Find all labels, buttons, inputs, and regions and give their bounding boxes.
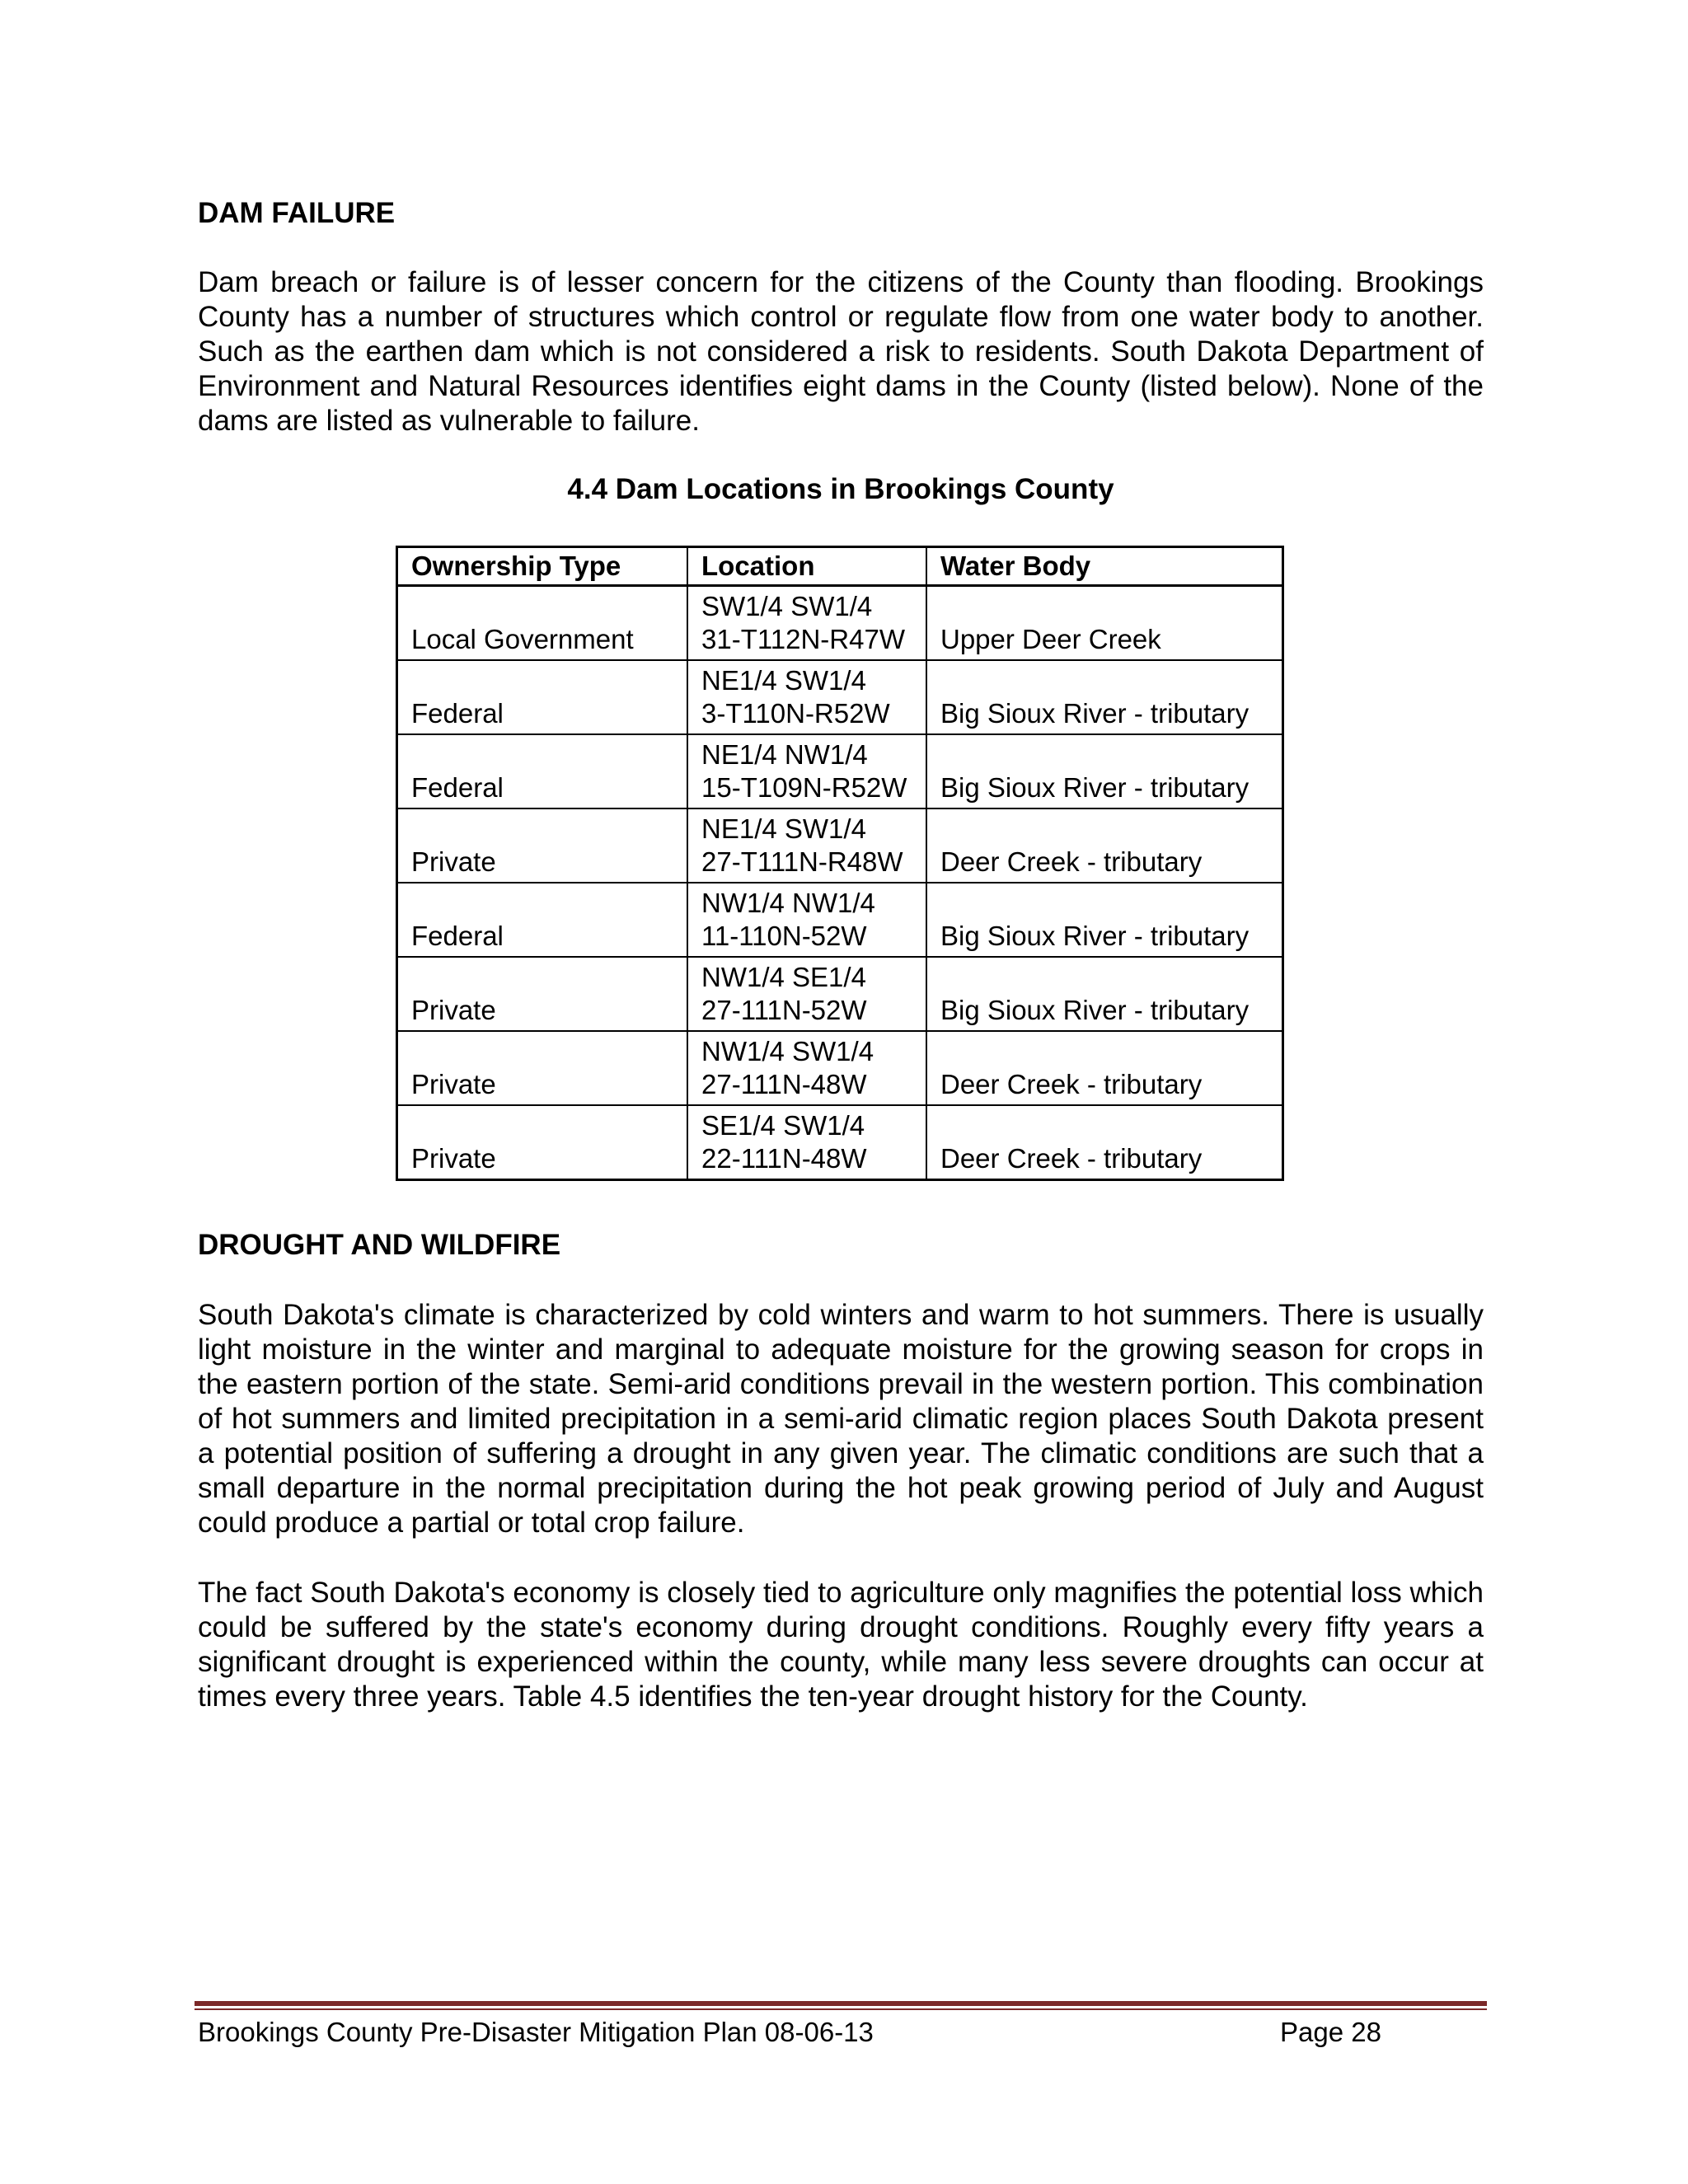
table-caption: 4.4 Dam Locations in Brookings County bbox=[567, 473, 1114, 505]
footer-page-number: Page 28 bbox=[1280, 2017, 1381, 2047]
water-body-cell: Upper Deer Creek bbox=[926, 586, 1283, 661]
table-row bbox=[397, 1031, 1283, 1105]
location-quarter: SW1/4 SW1/4 bbox=[701, 591, 873, 621]
ownership-cell: Federal bbox=[397, 734, 688, 808]
header-water-body: Water Body bbox=[926, 547, 1283, 586]
location-quarter: NW1/4 NW1/4 bbox=[701, 888, 875, 918]
ownership-cell: Private bbox=[397, 1031, 688, 1105]
location-section: 27-111N-48W bbox=[701, 1069, 867, 1099]
location-section: 11-110N-52W bbox=[701, 921, 867, 951]
water-body-cell: Deer Creek - tributary bbox=[926, 808, 1283, 883]
footer-rule bbox=[195, 2001, 1487, 2006]
location-cell bbox=[687, 660, 926, 734]
water-body-cell: Big Sioux River - tributary bbox=[926, 957, 1283, 1031]
location-quarter: NE1/4 SW1/4 bbox=[701, 813, 866, 844]
location-section: 3-T110N-R52W bbox=[701, 698, 890, 729]
location-quarter: NW1/4 SW1/4 bbox=[701, 1036, 874, 1066]
location-cell bbox=[687, 1031, 926, 1105]
table-row bbox=[397, 1105, 1283, 1180]
table-row bbox=[397, 660, 1283, 734]
header-ownership-type: Ownership Type bbox=[397, 547, 688, 586]
location-quarter: NW1/4 SE1/4 bbox=[701, 962, 866, 992]
table-row bbox=[397, 586, 1283, 661]
dam-locations-table bbox=[396, 546, 1284, 1181]
water-body-cell: Big Sioux River - tributary bbox=[926, 883, 1283, 957]
ownership-cell: Federal bbox=[397, 883, 688, 957]
location-quarter: SE1/4 SW1/4 bbox=[701, 1110, 865, 1141]
table-row bbox=[397, 883, 1283, 957]
drought-paragraph-1: South Dakota's climate is characterized by cold winters and warm to hot summers. There is usually light moisture in the winter and marginal to adequate moisture for the growing season for crops in the eastern portion of the state. Semi-arid conditions prevail in the western portion. This combination of hot summers and limited precipitation in a semi-arid climatic region places South Dakota present a potential position of suffering a drought in any given year. The climatic conditions are such that a small departure in the normal precipitation during the hot peak growing period of July and August could produce a partial or total crop failure. bbox=[198, 1299, 1484, 1539]
location-cell bbox=[687, 883, 926, 957]
water-body-cell: Deer Creek - tributary bbox=[926, 1031, 1283, 1105]
ownership-cell: Local Government bbox=[397, 586, 688, 661]
location-section: 22-111N-48W bbox=[701, 1143, 867, 1174]
drought-wildfire-heading: DROUGHT AND WILDFIRE bbox=[198, 1229, 561, 1261]
ownership-cell: Private bbox=[397, 957, 688, 1031]
footer-rule-thin bbox=[195, 2008, 1487, 2010]
water-body-cell: Big Sioux River - tributary bbox=[926, 660, 1283, 734]
location-quarter: NE1/4 NW1/4 bbox=[701, 739, 868, 770]
footer-document-title: Brookings County Pre-Disaster Mitigation Plan 08-06-13 bbox=[198, 2017, 874, 2047]
water-body-cell: Deer Creek - tributary bbox=[926, 1105, 1283, 1180]
header-location: Location bbox=[687, 547, 926, 586]
ownership-cell: Private bbox=[397, 808, 688, 883]
drought-paragraph-2: The fact South Dakota's economy is closely tied to agriculture only magnifies the potential loss which could be suffered by the state's economy during drought conditions. Roughly every fifty years a significant drought is experienced within the county, while many less severe droughts can occur at times every three years. Table 4.5 identifies the ten-year drought history for the County. bbox=[198, 1577, 1484, 1713]
dam-failure-heading: DAM FAILURE bbox=[198, 197, 396, 229]
table-row bbox=[397, 734, 1283, 808]
location-cell bbox=[687, 586, 926, 661]
water-body-cell: Big Sioux River - tributary bbox=[926, 734, 1283, 808]
ownership-cell: Federal bbox=[397, 660, 688, 734]
location-section: 31-T112N-R47W bbox=[701, 624, 905, 654]
location-cell bbox=[687, 734, 926, 808]
dam-failure-paragraph: Dam breach or failure is of lesser concern for the citizens of the County than flooding. Brookings County has a number of structures which control or regulate flow from one water body to another. Such as the earthen dam which is not considered a risk to residents. South Dakota Department of Environment and Natural Resources identifies eight dams in the County (listed below). None of the dams are listed as vulnerable to failure. bbox=[198, 266, 1484, 437]
table-header-row bbox=[397, 547, 1283, 586]
location-section: 15-T109N-R52W bbox=[701, 772, 907, 803]
location-cell bbox=[687, 1105, 926, 1180]
table-row bbox=[397, 957, 1283, 1031]
location-cell bbox=[687, 808, 926, 883]
location-quarter: NE1/4 SW1/4 bbox=[701, 665, 866, 696]
location-cell bbox=[687, 957, 926, 1031]
location-section: 27-111N-52W bbox=[701, 995, 867, 1025]
table-row bbox=[397, 808, 1283, 883]
location-section: 27-T111N-R48W bbox=[701, 846, 903, 877]
ownership-cell: Private bbox=[397, 1105, 688, 1180]
